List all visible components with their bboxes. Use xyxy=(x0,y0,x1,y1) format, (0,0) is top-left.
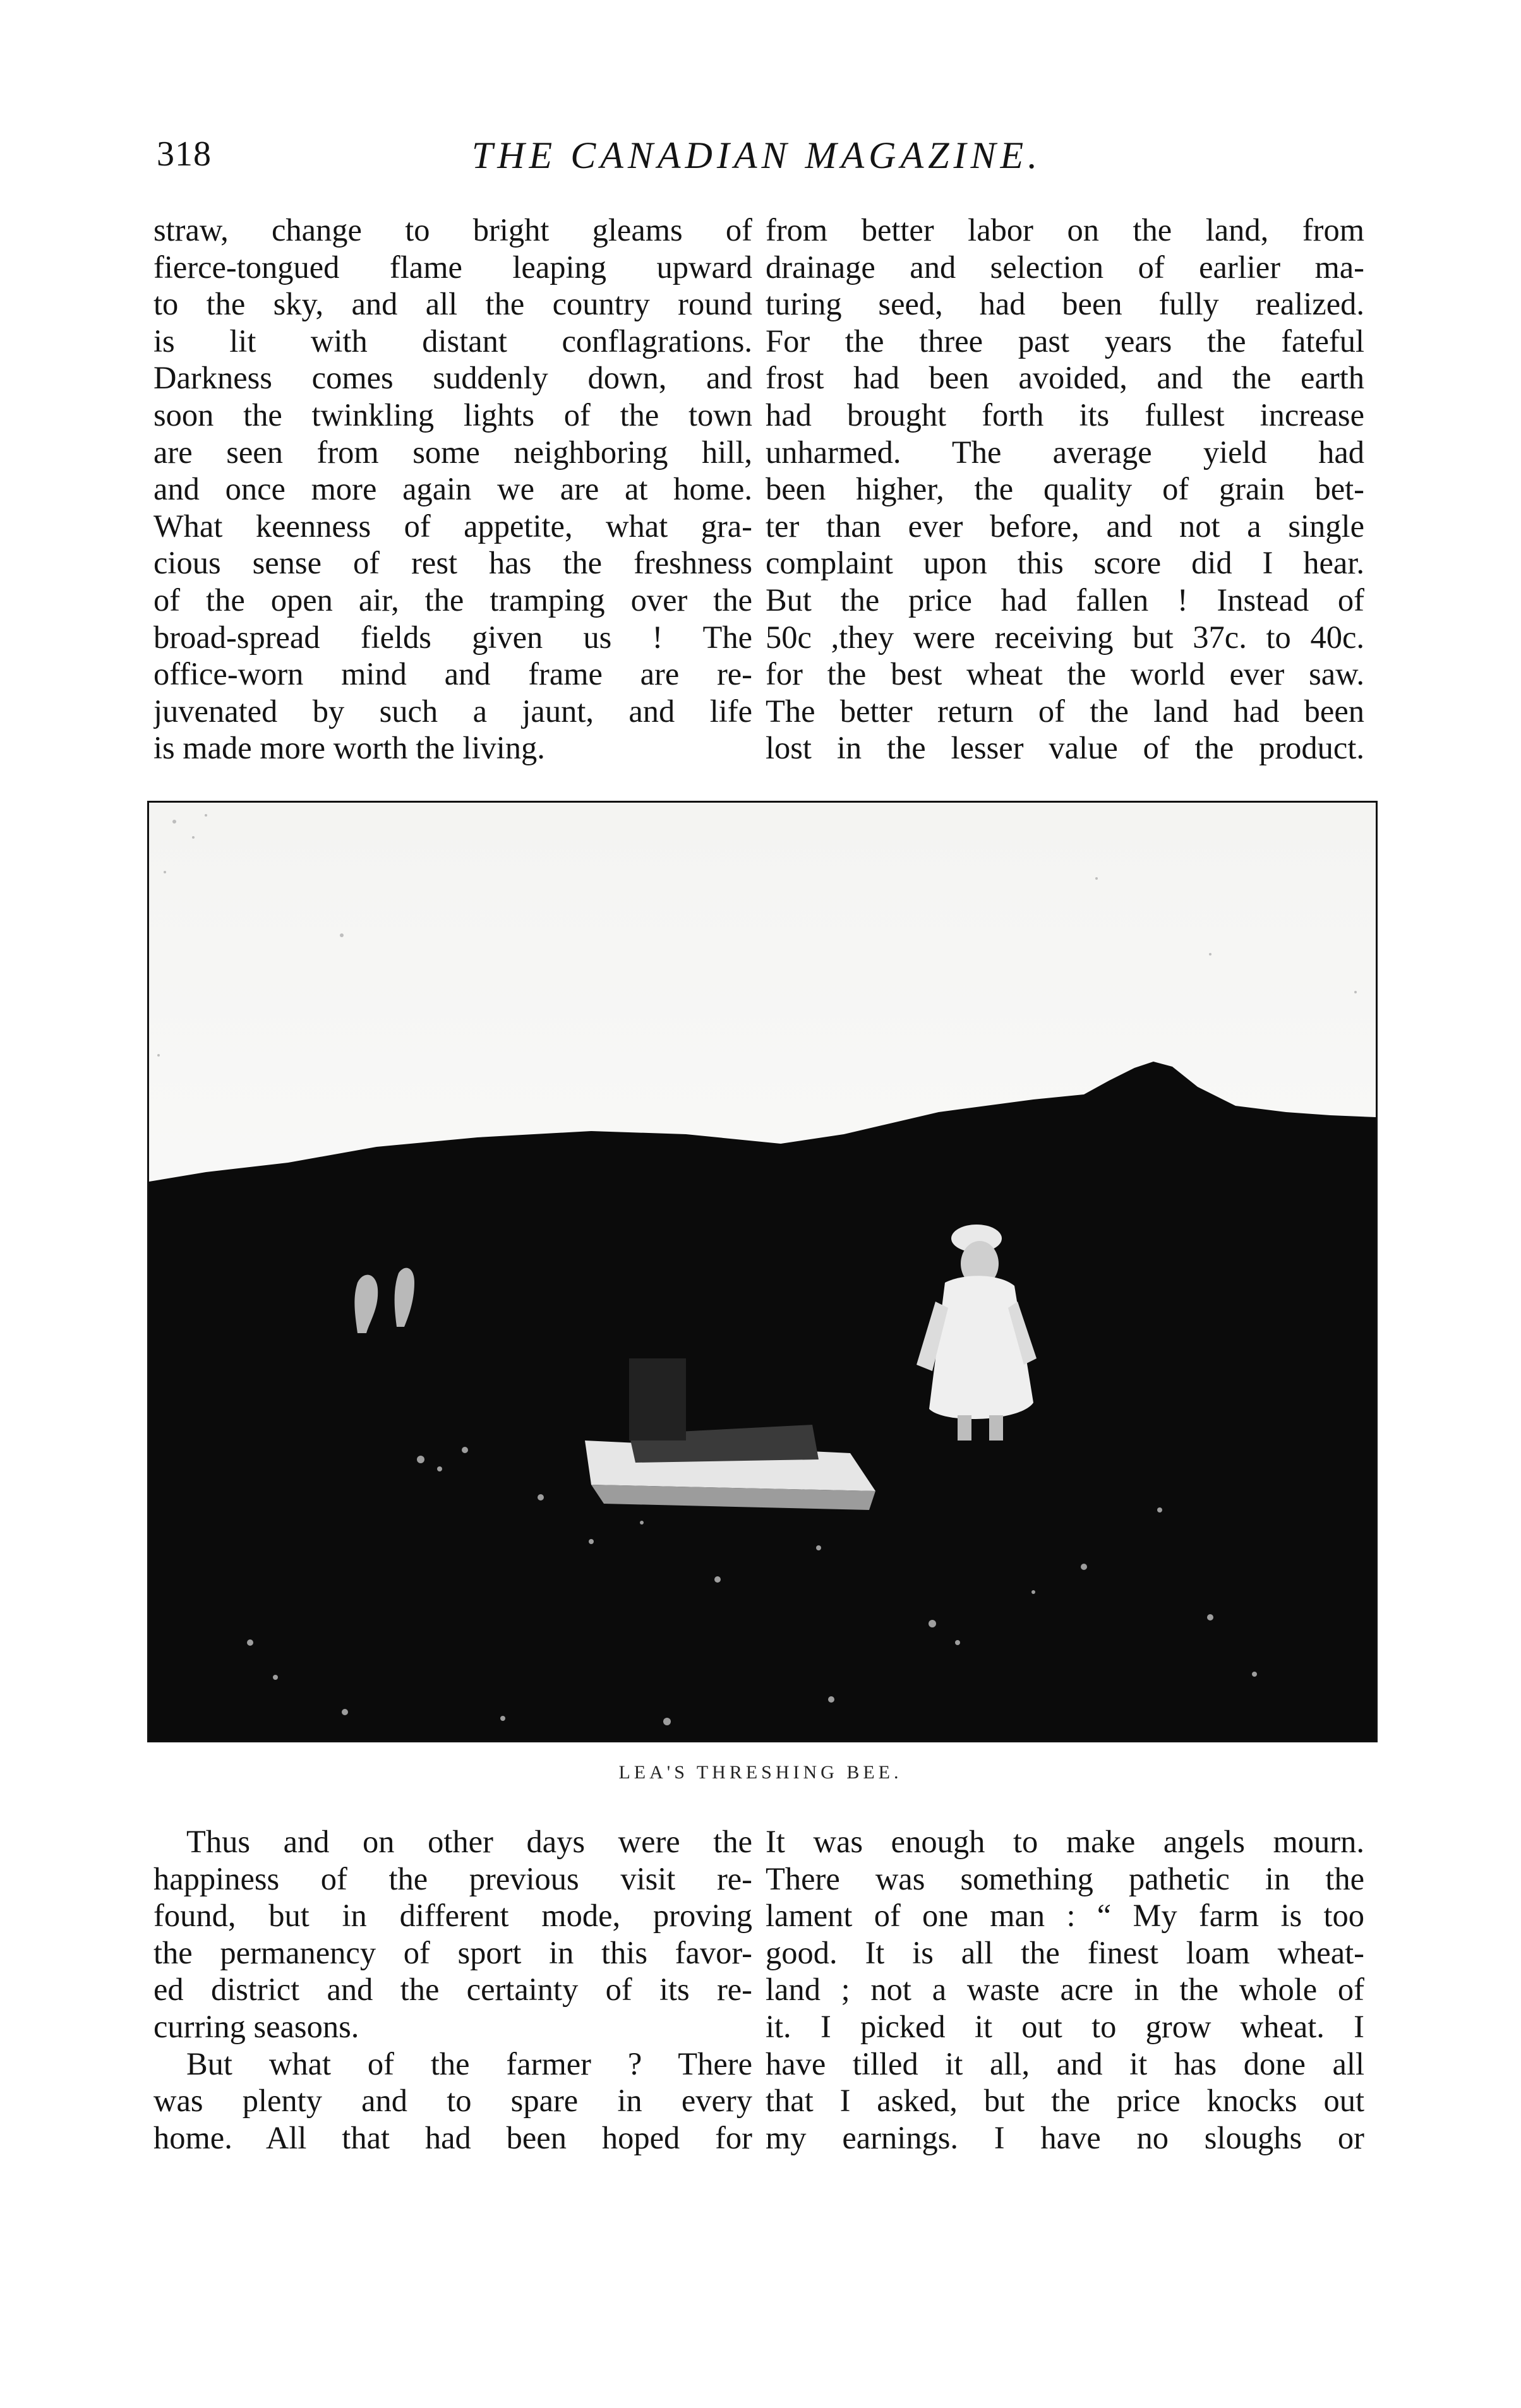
threshing-bee-photograph xyxy=(147,801,1378,1742)
text-line: complaint upon this score did I hear. xyxy=(766,545,1364,581)
text-line: cious sense of rest has the freshness xyxy=(153,545,752,581)
text-line: Darkness comes suddenly down, and xyxy=(153,360,752,396)
text-line: ter than ever before, and not a single xyxy=(766,508,1364,544)
text-line: It was enough to make angels mourn. xyxy=(766,1824,1364,1859)
text-line: broad-spread fields given us ! The xyxy=(153,619,752,655)
text-line: curring seasons. xyxy=(153,2008,359,2044)
text-line: soon the twinkling lights of the town xyxy=(153,397,752,433)
text-line: it. I picked it out to grow wheat. I xyxy=(766,2008,1364,2044)
column-bottom-right xyxy=(766,1823,1364,2156)
text-line: is lit with distant conflagrations. xyxy=(153,323,752,359)
text-line: But the price had fallen ! Instead of xyxy=(766,582,1364,618)
text-line: turing seed, had been fully realized. xyxy=(766,286,1364,322)
figure-caption: LEA'S THRESHING BEE. xyxy=(618,1762,903,1783)
text-line: are seen from some neighboring hill, xyxy=(153,434,752,470)
page-number: 318 xyxy=(157,135,212,174)
text-line: and once more again we are at home. xyxy=(153,471,752,507)
text-line: juvenated by such a jaunt, and life xyxy=(153,693,752,729)
text-line: Thus and on other days were the xyxy=(186,1824,752,1859)
text-line: drainage and selection of earlier ma- xyxy=(766,249,1364,285)
column-top-right xyxy=(766,212,1364,767)
text-line: ed district and the certainty of its re- xyxy=(153,1972,752,2008)
column-top-left xyxy=(153,212,752,767)
text-line: is made more worth the living. xyxy=(153,730,545,766)
text-line: lost in the lesser value of the product. xyxy=(766,730,1364,766)
text-line: What keenness of appetite, what gra- xyxy=(153,508,752,544)
text-line: have tilled it all, and it has done all xyxy=(766,2046,1364,2082)
text-line: straw, change to bright gleams of xyxy=(153,212,752,248)
running-header xyxy=(157,134,1357,184)
text-line: fierce-tongued flame leaping upward xyxy=(153,249,752,285)
text-line: For the three past years the fateful xyxy=(766,323,1364,359)
text-line: home. All that had been hoped for xyxy=(153,2119,752,2155)
text-line: been higher, the quality of grain bet- xyxy=(766,471,1364,507)
photo-hill-silhouette xyxy=(149,1062,1376,1740)
text-line: for the best wheat the world ever saw. xyxy=(766,656,1364,692)
text-line: lament of one man : “ My farm is too xyxy=(766,1898,1364,1934)
text-line: had brought forth its fullest increase xyxy=(766,397,1364,433)
text-line: the permanency of sport in this favor- xyxy=(153,1934,752,1970)
text-line: But what of the farmer ? There xyxy=(186,2046,752,2082)
text-line: my earnings. I have no sloughs or xyxy=(766,2119,1364,2155)
running-title: THE CANADIAN MAGAZINE. xyxy=(471,135,1042,176)
text-line: There was something pathetic in the xyxy=(766,1860,1364,1896)
text-line: found, but in different mode, proving xyxy=(153,1898,752,1934)
text-line: of the open air, the tramping over the xyxy=(153,582,752,618)
text-line: good. It is all the finest loam wheat- xyxy=(766,1934,1364,1970)
photograph-illustration xyxy=(149,803,1376,1740)
text-line: unharmed. The average yield had xyxy=(766,434,1364,470)
text-line: happiness of the previous visit re- xyxy=(153,1860,752,1896)
text-line: frost had been avoided, and the earth xyxy=(766,360,1364,396)
text-line: from better labor on the land, from xyxy=(766,212,1364,248)
text-line: office-worn mind and frame are re- xyxy=(153,656,752,692)
text-line: was plenty and to spare in every xyxy=(153,2083,752,2119)
text-line: that I asked, but the price knocks out xyxy=(766,2083,1364,2119)
text-line: The better return of the land had been xyxy=(766,693,1364,729)
column-bottom-left xyxy=(153,1823,752,2156)
text-line: to the sky, and all the country round xyxy=(153,286,752,322)
text-line: land ; not a waste acre in the whole of xyxy=(766,1972,1364,2008)
text-line: 50c ,they were receiving but 37c. to 40c. xyxy=(766,619,1364,655)
